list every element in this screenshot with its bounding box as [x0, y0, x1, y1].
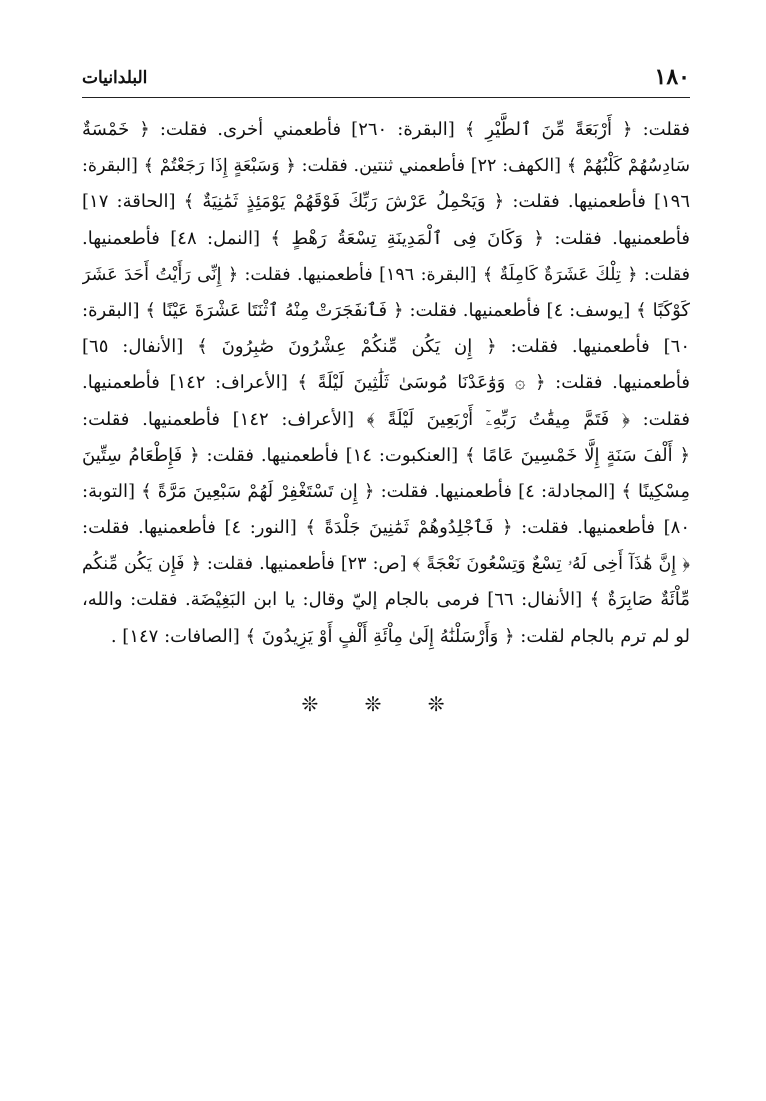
text-line: فأطعمنيها. فقلت: ﴿ ۞ وَوَٰعَدْنَا مُوسَىٰ ثَلَٰثِينَ لَيْلَةً ﴾ [الأعراف: ١٤٢] فأطعمنيها.	[82, 372, 690, 394]
text-line: مِسْكِينًا ﴾ [المجادلة: ٤] فأطعمنيها. فقلت: ﴿ إِن تَسْتَغْفِرْ لَهُمْ سَبْعِينَ مَرَّةً ﴾ [التوبة:	[82, 480, 690, 502]
text-line: فقلت: ﴿ تِلْكَ عَشَرَةٌ كَامِلَةٌ ﴾ [البقرة: ١٩٦] فأطعمنيها. فقلت: ﴿ إِنِّى رَأَيْتُ أَحَدَ عَشَرَ	[82, 264, 690, 285]
text-line: سَادِسُهُمْ كَلْبُهُمْ ﴾ [الكهف: ٢٢] فأطعمني ثنتين. فقلت: ﴿ وَسَبْعَةٍ إِذَا رَجَعْتُمْ ﴾ [البقرة:	[82, 156, 690, 177]
text-line: كَوْكَبًا ﴾ [يوسف: ٤] فأطعمنيها. فقلت: ﴿ فَٱنفَجَرَتْ مِنْهُ ٱثْنَتَا عَشْرَةَ عَيْنًا ﴾ [البقرة:	[82, 299, 690, 321]
text-line: مِّاْئَةٌ صَابِرَةٌ ﴾ [الأنفال: ٦٦] فرمى بالجام إليّ وقال: يا ابن البَغِيْضَة. فقلت: والله،	[82, 589, 690, 611]
text-line: ﴿ أَلْفَ سَنَةٍ إِلَّا خَمْسِينَ عَامًا ﴾ [العنكبوت: ١٤] فأطعمنيها. فقلت: ﴿ فَإِطْعَامُ سِتِّينَ	[82, 444, 690, 466]
header-rule	[82, 97, 690, 98]
running-title: البلدانيات	[82, 68, 148, 88]
text-line: فقلت: ﴿ فَتَمَّ مِيقَٰتُ رَبِّهِۦٓ أَرْبَعِينَ لَيْلَةً ﴾ [الأعراف: ١٤٢] فأطعمنيها. فقلت:	[82, 408, 690, 430]
text-line: ﴿ إِنَّ هَٰذَآ أَخِى لَهُۥ تِسْعٌ وَتِسْعُونَ نَعْجَةً ﴾ [ص: ٢٣] فأطعمنيها. فقلت: ﴿ فَإِن يَكُن مِّنكُم	[82, 554, 690, 575]
text-line: لو لم ترم بالجام لقلت: ﴿ وَأَرْسَلْنَٰهُ إِلَىٰ مِاْئَةِ أَلْفٍ أَوْ يَزِيدُونَ ﴾ [الصافات: ١٤٧] .	[110, 625, 690, 647]
body-text	[82, 112, 690, 655]
section-divider-stars: ❊ ❊ ❊	[301, 692, 465, 716]
text-line: فقلت: ﴿ أَرْبَعَةً مِّنَ ٱلطَّيْرِ ﴾ [البقرة: ٢٦٠] فأطعمني أخرى. فقلت: ﴿ خَمْسَةٌ	[82, 119, 690, 140]
text-line: فأطعمنيها. فقلت: ﴿ وَكَانَ فِى ٱلْمَدِينَةِ تِسْعَةُ رَهْطٍ ﴾ [النمل: ٤٨] فأطعمنيها.	[82, 227, 690, 249]
text-line: ٨٠] فأطعمنيها. فقلت: ﴿ فَٱجْلِدُوهُمْ ثَمَٰنِينَ جَلْدَةً ﴾ [النور: ٤] فأطعمنيها. فقلت:	[82, 517, 690, 539]
text-line: ١٩٦] فأطعمنيها. فقلت: ﴿ وَيَحْمِلُ عَرْشَ رَبِّكَ فَوْقَهُمْ يَوْمَئِذٍ ثَمَٰنِيَةٌ ﴾ [الحاقة: ١٧]	[82, 191, 690, 213]
page-header	[82, 62, 690, 92]
text-line: ٦٠] فأطعمنيها. فقلت: ﴿ إِن يَكُن مِّنكُمْ عِشْرُونَ صَٰبِرُونَ ﴾ [الأنفال: ٦٥]	[82, 336, 690, 358]
page-number: ١٨٠	[654, 64, 690, 90]
